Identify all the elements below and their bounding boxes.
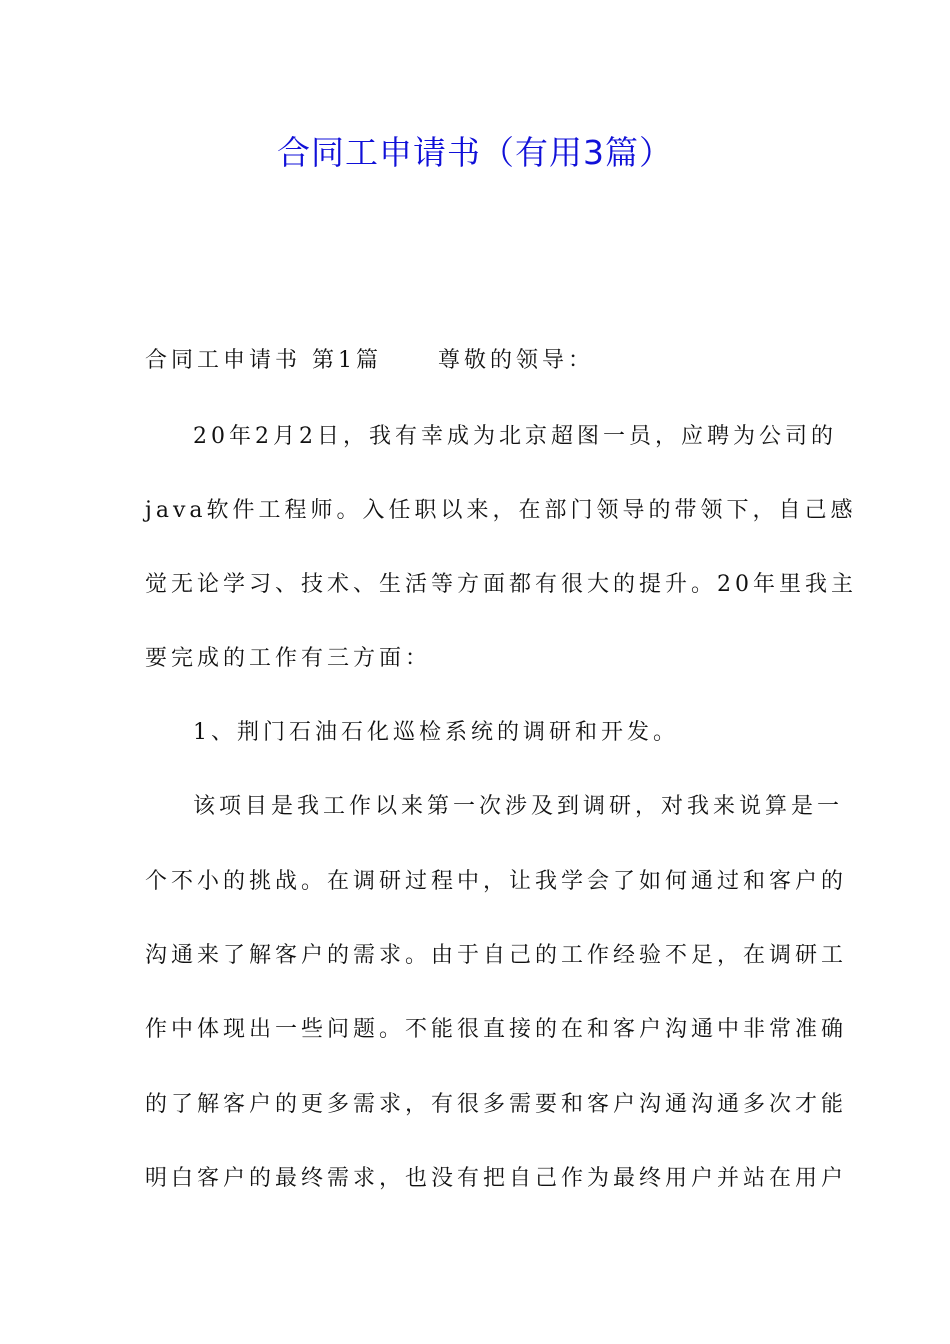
paragraph-line: 该项目是我工作以来第一次涉及到调研，对我来说算是一 <box>193 794 844 819</box>
section-heading: 合同工申请书 第1篇 <box>145 348 382 373</box>
salutation: 尊敬的领导： <box>438 348 595 373</box>
section-heading-line <box>145 341 810 381</box>
paragraph-line: 的了解客户的更多需求，有很多需要和客户沟通沟通多次才能 <box>145 1092 848 1117</box>
paragraph-line: 沟通来了解客户的需求。由于自己的工作经验不足，在调研工 <box>145 943 848 968</box>
document-title: 合同工申请书（有用3篇） <box>277 133 673 172</box>
paragraph-line: 个不小的挑战。在调研过程中，让我学会了如何通过和客户的 <box>145 869 848 894</box>
paragraph-line: 要完成的工作有三方面： <box>145 646 432 671</box>
list-item-heading: 1、荆门石油石化巡检系统的调研和开发。 <box>193 720 679 745</box>
paragraph-line: java软件工程师。入任职以来，在部门领导的带领下，自己感 <box>145 498 857 523</box>
paragraph-line: 20年2月2日，我有幸成为北京超图一员，应聘为公司的 <box>193 424 837 449</box>
paragraph-line: 作中体现出一些问题。不能很直接的在和客户沟通中非常准确 <box>145 1017 848 1042</box>
paragraph-line: 明白客户的最终需求，也没有把自己作为最终用户并站在用户 <box>145 1166 848 1191</box>
paragraph-line: 觉无论学习、技术、生活等方面都有很大的提升。20年里我主 <box>145 572 857 597</box>
